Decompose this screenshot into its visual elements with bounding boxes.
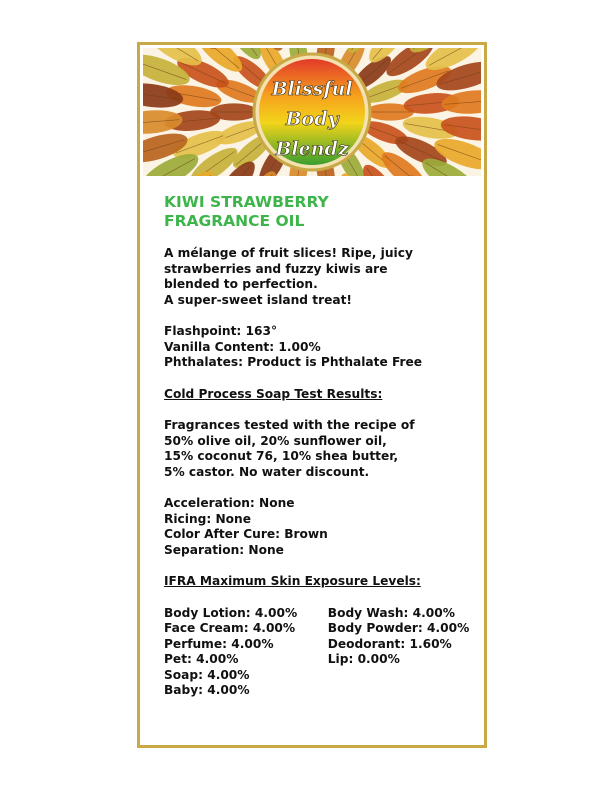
logo-line2: Body <box>285 108 339 130</box>
logo-line3: Blendz <box>275 138 349 160</box>
ifra-item: Baby: 4.00% <box>164 683 250 697</box>
ricing: Ricing: None <box>164 511 251 526</box>
recipe-line: 50% olive oil, 20% sunflower oil, <box>164 433 387 448</box>
vanilla-content: Vanilla Content: 1.00% <box>164 339 321 354</box>
product-title <box>164 193 474 231</box>
leaf-banner <box>143 48 481 176</box>
recipe-line: Fragrances tested with the recipe of <box>164 418 415 432</box>
logo-line1: Blissful <box>271 78 353 100</box>
description-line: A mélange of fruit slices! Ripe, juicy <box>164 246 413 260</box>
specs <box>164 324 474 371</box>
ifra-item: Pet: 4.00% <box>164 652 239 666</box>
phthalates: Phthalates: Product is Phthalate Free <box>164 355 423 369</box>
ifra-left-column <box>164 606 328 699</box>
soap-heading: Cold Process Soap Test Results: <box>164 386 383 401</box>
description-line: A super-sweet island treat! <box>164 292 352 307</box>
ifra-item: Body Lotion: 4.00% <box>164 605 298 620</box>
acceleration: Acceleration: None <box>164 496 295 510</box>
ifra-item: Perfume: 4.00% <box>164 636 274 651</box>
flashpoint: Flashpoint: 163° <box>164 324 278 338</box>
title-line-2: FRAGRANCE OIL <box>164 212 305 230</box>
description-line: strawberries and fuzzy kiwis are <box>164 261 388 276</box>
description-line: blended to perfection. <box>164 277 318 291</box>
ifra-item: Face Cream: 4.00% <box>164 621 296 635</box>
ifra-item: Lip: 0.00% <box>327 652 400 666</box>
soap-results <box>164 496 474 558</box>
label-content <box>164 193 474 699</box>
ifra-heading: IFRA Maximum Skin Exposure Levels: <box>164 574 421 588</box>
ifra-right-column <box>328 606 474 699</box>
product-label-card <box>137 42 487 748</box>
title-line-1: KIWI STRAWBERRY <box>164 193 329 211</box>
leaf-banner-art <box>143 48 481 176</box>
recipe-line: 15% coconut 76, 10% shea butter, <box>164 449 399 463</box>
color-after-cure: Color After Cure: Brown <box>164 527 328 541</box>
recipe-line: 5% castor. No water discount. <box>164 464 370 479</box>
soap-recipe <box>164 418 474 480</box>
ifra-item: Deodorant: 1.60% <box>327 636 452 651</box>
separation: Separation: None <box>164 542 284 557</box>
ifra-levels <box>164 606 474 699</box>
ifra-item: Body Powder: 4.00% <box>327 621 470 635</box>
ifra-item: Soap: 4.00% <box>164 667 250 682</box>
description <box>164 246 474 308</box>
ifra-item: Body Wash: 4.00% <box>327 605 455 620</box>
